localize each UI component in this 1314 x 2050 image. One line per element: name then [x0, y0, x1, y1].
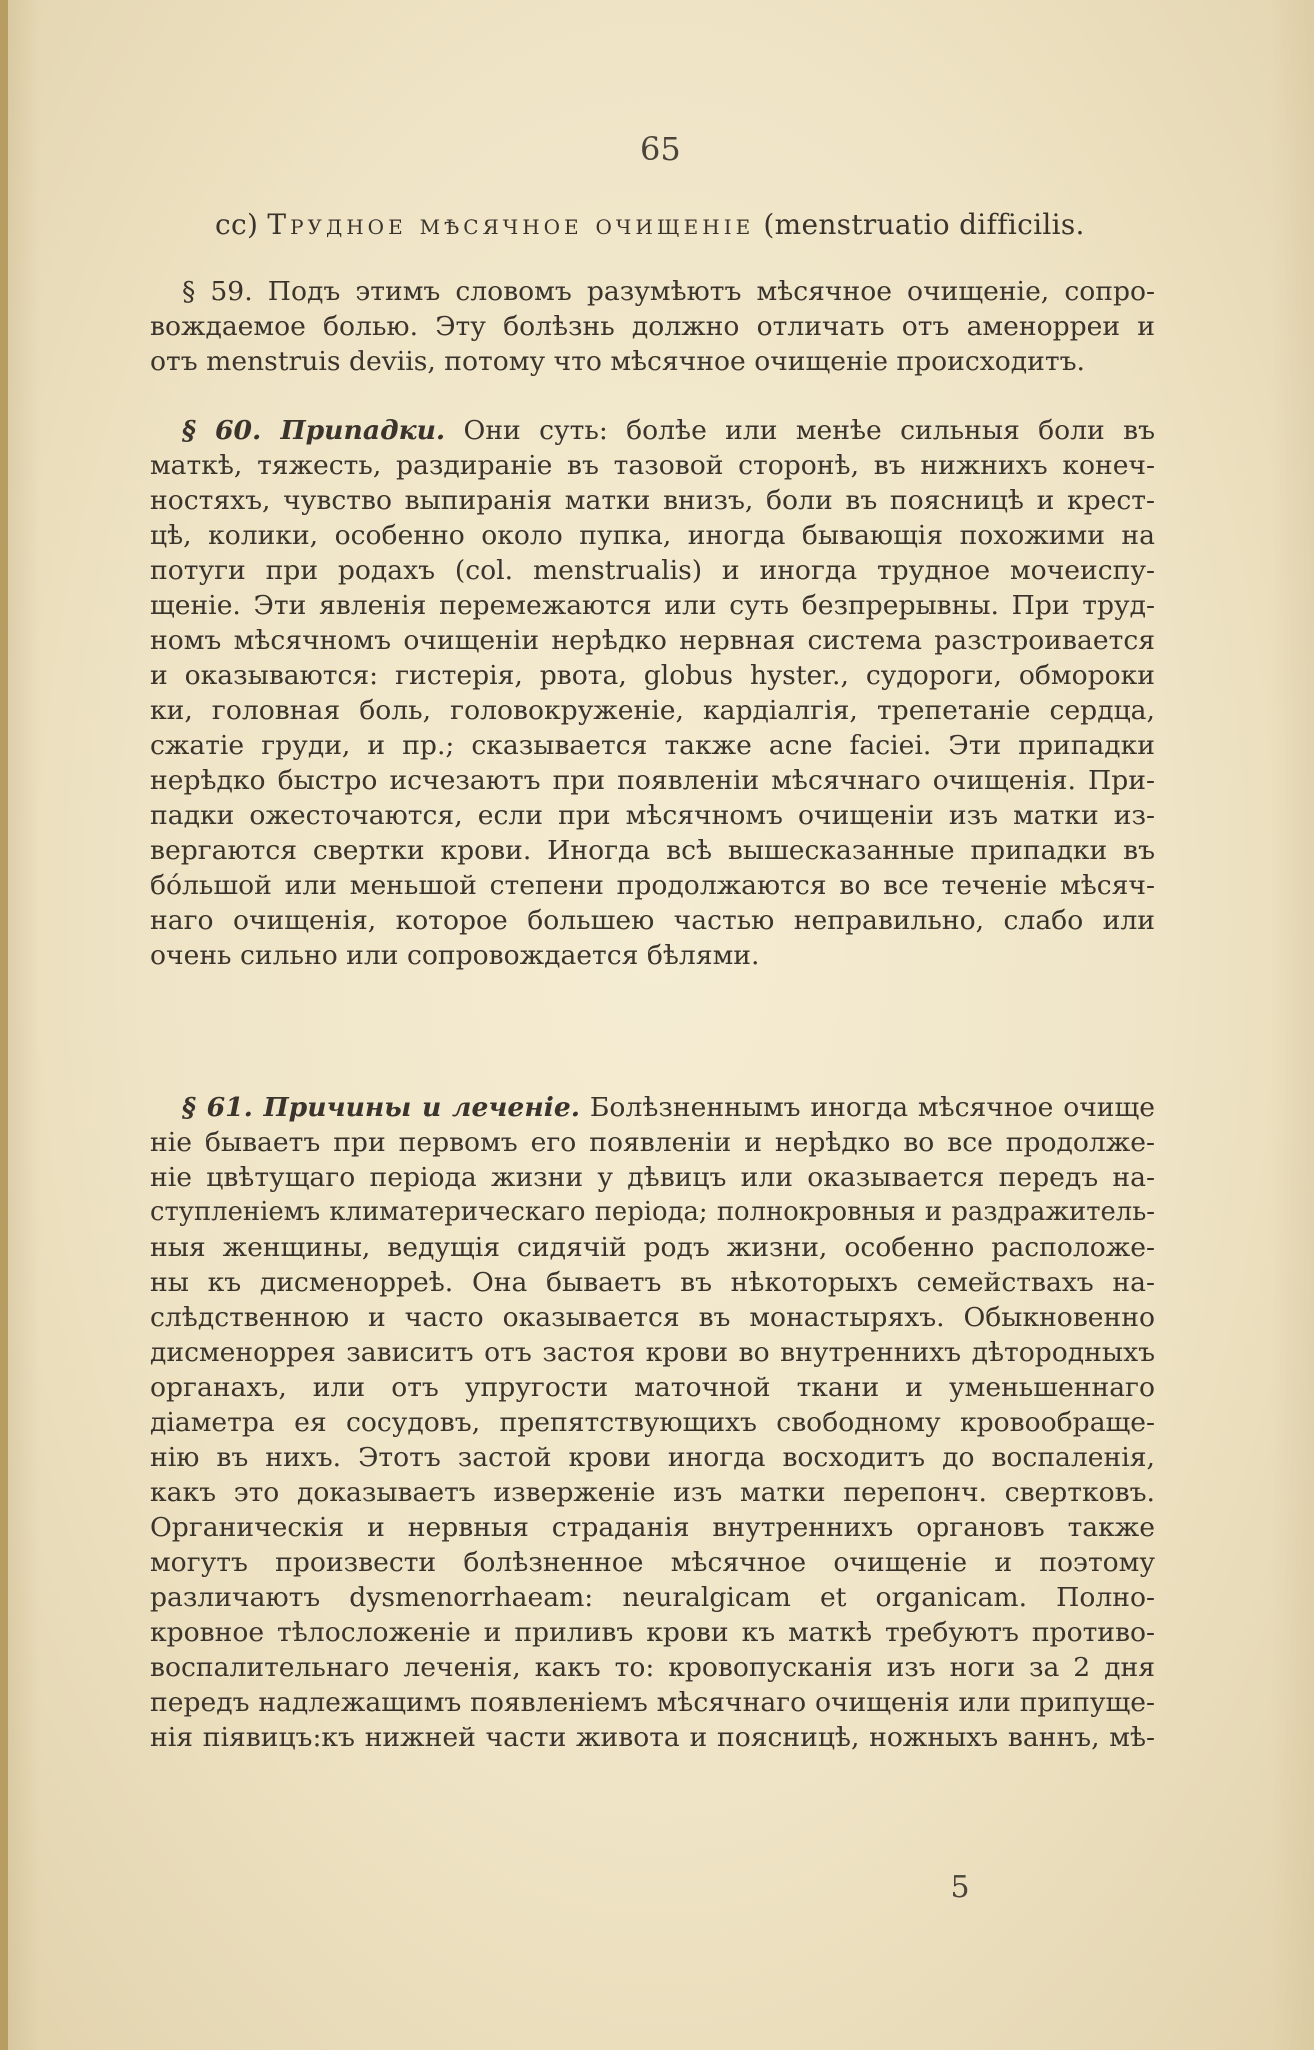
- text-line: различаютъ dysmenorrhaeam: neuralgicam et organicam. Полно-: [150, 1582, 1155, 1613]
- text-line: бо́льшой или меньшой степени продолжаются во все теченіе мѣсяч-: [150, 870, 1155, 901]
- text-line: номъ мѣсячномъ очищеніи нерѣдко нервная система разстроивается: [150, 625, 1155, 656]
- text-line: Органическія и нервныя страданія внутреннихъ органовъ также: [150, 1512, 1155, 1543]
- text-line: и оказываются: гистерія, рвота, globus hyster., судороги, обмороки: [150, 660, 1155, 691]
- text-line: ны къ дисменорреѣ. Она бываетъ въ нѣкоторыхъ семействахъ на-: [150, 1267, 1155, 1298]
- text-line: какъ это доказываетъ изверженіе изъ матки перепонч. свертковъ.: [150, 1477, 1155, 1508]
- text-line: дисменоррея зависитъ отъ застоя крови во внутреннихъ дѣтородныхъ: [150, 1337, 1155, 1368]
- text-line: очень сильно или сопровождается бѣлями.: [150, 940, 760, 971]
- text-line: ступленіемъ климатерическаго періода; полнокровныя и раздражитель-: [150, 1197, 1155, 1227]
- text-line: нію въ нихъ. Этотъ застой крови иногда восходитъ до воспаленія,: [150, 1442, 1155, 1473]
- section-heading: [215, 208, 1115, 241]
- text-line: падки ожесточаются, если при мѣсячномъ очищеніи изъ матки из-: [150, 800, 1155, 831]
- text-line: ніе цвѣтущаго періода жизни у дѣвицъ или оказывается передъ на-: [150, 1162, 1155, 1193]
- text-line: § 61. Причины и леченіе. Болѣзненнымъ иногда мѣсячное очище: [182, 1092, 1155, 1123]
- text-line: вождаемое болью. Эту болѣзнь должно отличать отъ аменорреи и: [150, 311, 1155, 342]
- paragraph-61: [150, 1090, 1155, 1755]
- text-line: кровное тѣлосложеніе и приливъ крови къ маткѣ требуютъ противо-: [150, 1617, 1155, 1648]
- text-line: § 59. Подъ этимъ словомъ разумѣютъ мѣсячное очищеніе, сопро-: [182, 276, 1155, 307]
- paragraph-60: [150, 413, 1155, 973]
- text-line: ностяхъ, чувство выпиранія матки внизъ, боли въ поясницѣ и крест-: [150, 485, 1155, 516]
- text-line: ки, головная боль, головокруженіе, кардіалгія, трепетаніе сердца,: [150, 695, 1155, 726]
- text-line: потуги при родахъ (col. menstrualis) и иногда трудное мочеиспу-: [150, 555, 1155, 586]
- paragraph-heading: § 60. Припадки.: [182, 415, 446, 446]
- text-line: щеніе. Эти явленія перемежаются или суть безпрерывны. При труд-: [150, 590, 1155, 621]
- text-line: могутъ произвести болѣзненное мѣсячное очищеніе и поэтому: [150, 1547, 1155, 1578]
- text-line: § 60. Припадки. Они суть: болѣе или менѣе сильныя боли въ: [182, 415, 1155, 446]
- text-line: діаметра ея сосудовъ, препятствующихъ свободному кровообраще-: [150, 1407, 1155, 1438]
- paragraph-59: [150, 274, 1155, 379]
- text-line: вергаются свертки крови. Иногда всѣ вышесказанные припадки въ: [150, 835, 1155, 866]
- text-line: нерѣдко быстро исчезаютъ при появленіи мѣсячнаго очищенія. При-: [150, 765, 1155, 796]
- text-line: воспалительнаго леченія, какъ то: кровопусканія изъ ноги за 2 дня: [150, 1652, 1155, 1683]
- text-line: сжатіе груди, и пр.; сказывается также acne faciei. Эти припадки: [150, 730, 1155, 761]
- section-latin: (menstruatio difficilis.: [763, 208, 1085, 241]
- text-line: слѣдственною и часто оказывается въ монастыряхъ. Обыкновенно: [150, 1302, 1155, 1333]
- text-line: отъ menstruis deviis, потому что мѣсячное очищеніе происходитъ.: [150, 346, 1085, 377]
- text-line: нія піявицъ:къ нижней части живота и поясницѣ, ножныхъ ваннъ, мѣ-: [150, 1722, 1155, 1753]
- text-line: маткѣ, тяжесть, раздираніе въ тазовой сторонѣ, въ нижнихъ конеч-: [150, 450, 1155, 481]
- binding-edge: [0, 0, 8, 2050]
- page-number: 65: [640, 130, 681, 168]
- section-title: Трудное мѣсячное очищеніе: [267, 208, 755, 241]
- section-prefix: cc): [215, 208, 259, 241]
- text-line: ныя женщины, ведущія сидячій родъ жизни, особенно расположе-: [150, 1232, 1155, 1263]
- text-line: наго очищенія, которое большею частью неправильно, слабо или: [150, 905, 1155, 936]
- text-line: передъ надлежащимъ появленіемъ мѣсячнаго очищенія или припуще-: [150, 1687, 1155, 1718]
- text-line: органахъ, или отъ упругости маточной ткани и уменьшеннаго: [150, 1372, 1155, 1403]
- text-line: цѣ, колики, особенно около пупка, иногда бывающія похожими на: [150, 520, 1155, 551]
- text-line: ніе бываетъ при первомъ его появленіи и нерѣдко во все продолже-: [150, 1127, 1155, 1158]
- paragraph-heading: § 61. Причины и леченіе.: [182, 1092, 581, 1123]
- signature-mark: 5: [950, 1870, 970, 1905]
